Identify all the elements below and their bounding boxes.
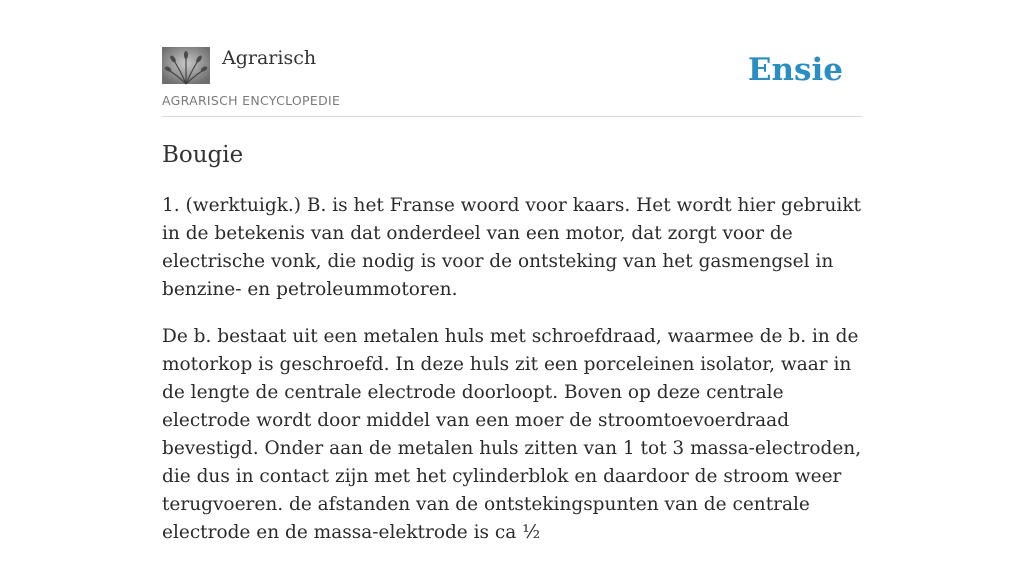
article-paragraph: 1. (werktuigk.) B. is het Franse woord voor kaars. Het wordt hier gebruikt in de betekenis van dat onderdeel van een motor, dat zorgt voor de electrische vonk, die nodig is voor de ontsteking van het gasmengsel in benzine- en petroleummotoren. xyxy=(162,195,861,300)
site-header xyxy=(162,46,862,117)
brand-logo[interactable]: Ensie xyxy=(747,52,843,88)
page-title: Bougie xyxy=(162,142,244,168)
site-name[interactable]: Agrarisch xyxy=(222,47,317,69)
wheat-icon[interactable] xyxy=(162,47,210,84)
article-body xyxy=(162,192,862,566)
article-paragraph: De b. bestaat uit een metalen huls met schroefdraad, waarmee de b. in de motorkop is geschroefd. In deze huls zit een porceleinen isolator, waar in de lengte de centrale electrode doorloopt. Boven op deze centrale electrode wordt door middel van een moer de stroomtoevoerdraad bevestigd. Onder aan de metalen huls zitten van 1 tot 3 massa-electroden, die dus in contact zijn met het cylinderblok en daardoor de stroom weer terugvoeren. de afstanden van de ontstekingspunten van de centrale electrode en de massa-elektrode is ca ½ xyxy=(162,326,862,543)
site-subtitle: AGRARISCH ENCYCLOPEDIE xyxy=(162,93,341,108)
